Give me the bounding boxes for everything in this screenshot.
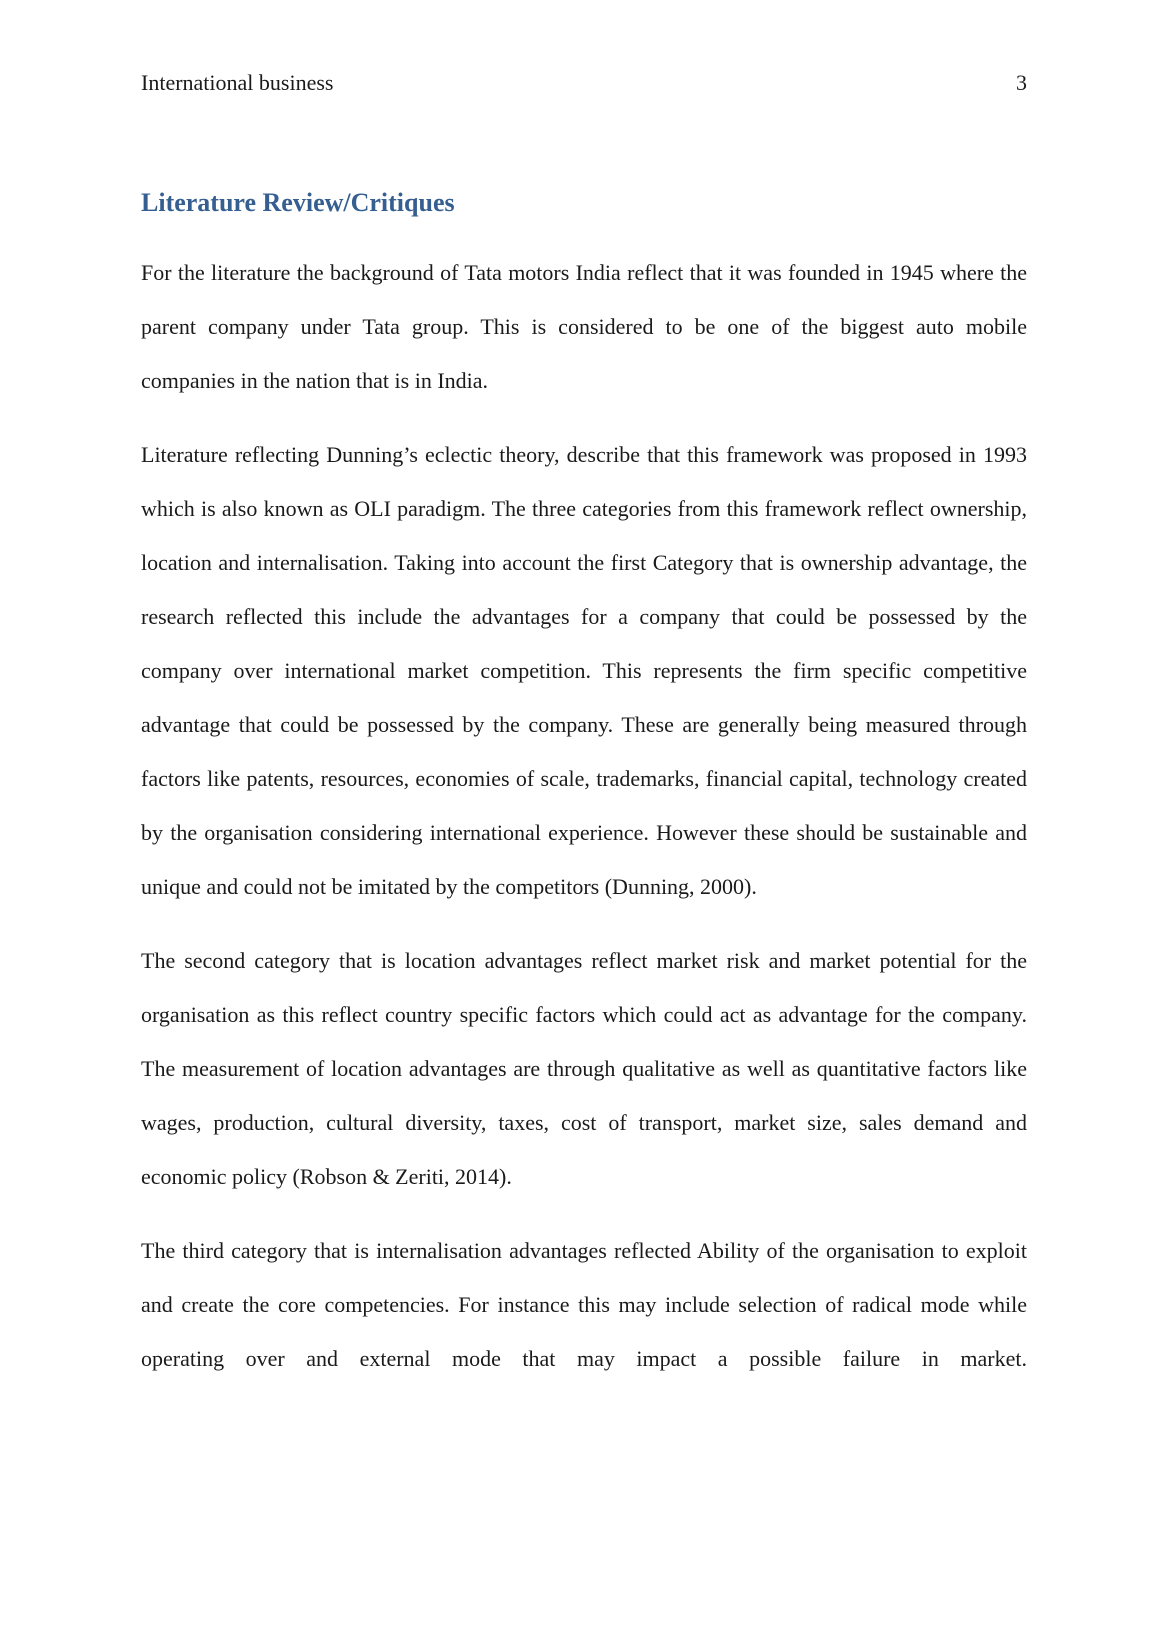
paragraph: Literature reflecting Dunning’s eclectic theory, describe that this framework was proposed in 1993 which is also known as OLI paradigm. The three categories from this framework reflect ownership, location and internalisation. Taking into account the first Category that is ownership advantage, the research reflected this include the advantages for a company that could be possessed by the company over international market competition. This represents the firm specific competitive advantage that could be possessed by the company. These are generally being measured through factors like patents, resources, economies of scale, trademarks, financial capital, technology created by the organisation considering international experience. However these should be sustainable and unique and could not be imitated by the competitors (Dunning, 2000). <box>141 442 1027 899</box>
paragraph: The second category that is location advantages reflect market risk and market potential for the organisation as this reflect country specific factors which could act as advantage for the company. The measurement of location advantages are through qualitative as well as quantitative factors like wages, production, cultural diversity, taxes, cost of transport, market size, sales demand and economic policy (Robson & Zeriti, 2014). <box>141 948 1027 1189</box>
running-header <box>141 68 1027 98</box>
running-title: International business <box>141 70 334 95</box>
paragraph: For the literature the background of Tata motors India reflect that it was founded in 1945 where the parent company under Tata group. This is considered to be one of the biggest auto mobile companies in the nation that is in India. <box>141 260 1027 393</box>
paragraph: The third category that is internalisation advantages reflected Ability of the organisation to exploit and create the core competencies. For instance this may include selection of radical mode while operating over and external mode that may impact a possible failure in market. <box>141 1238 1027 1371</box>
section-heading: Literature Review/Critiques <box>141 188 455 217</box>
body-text <box>141 246 1027 1406</box>
page-number: 3 <box>1016 70 1027 95</box>
